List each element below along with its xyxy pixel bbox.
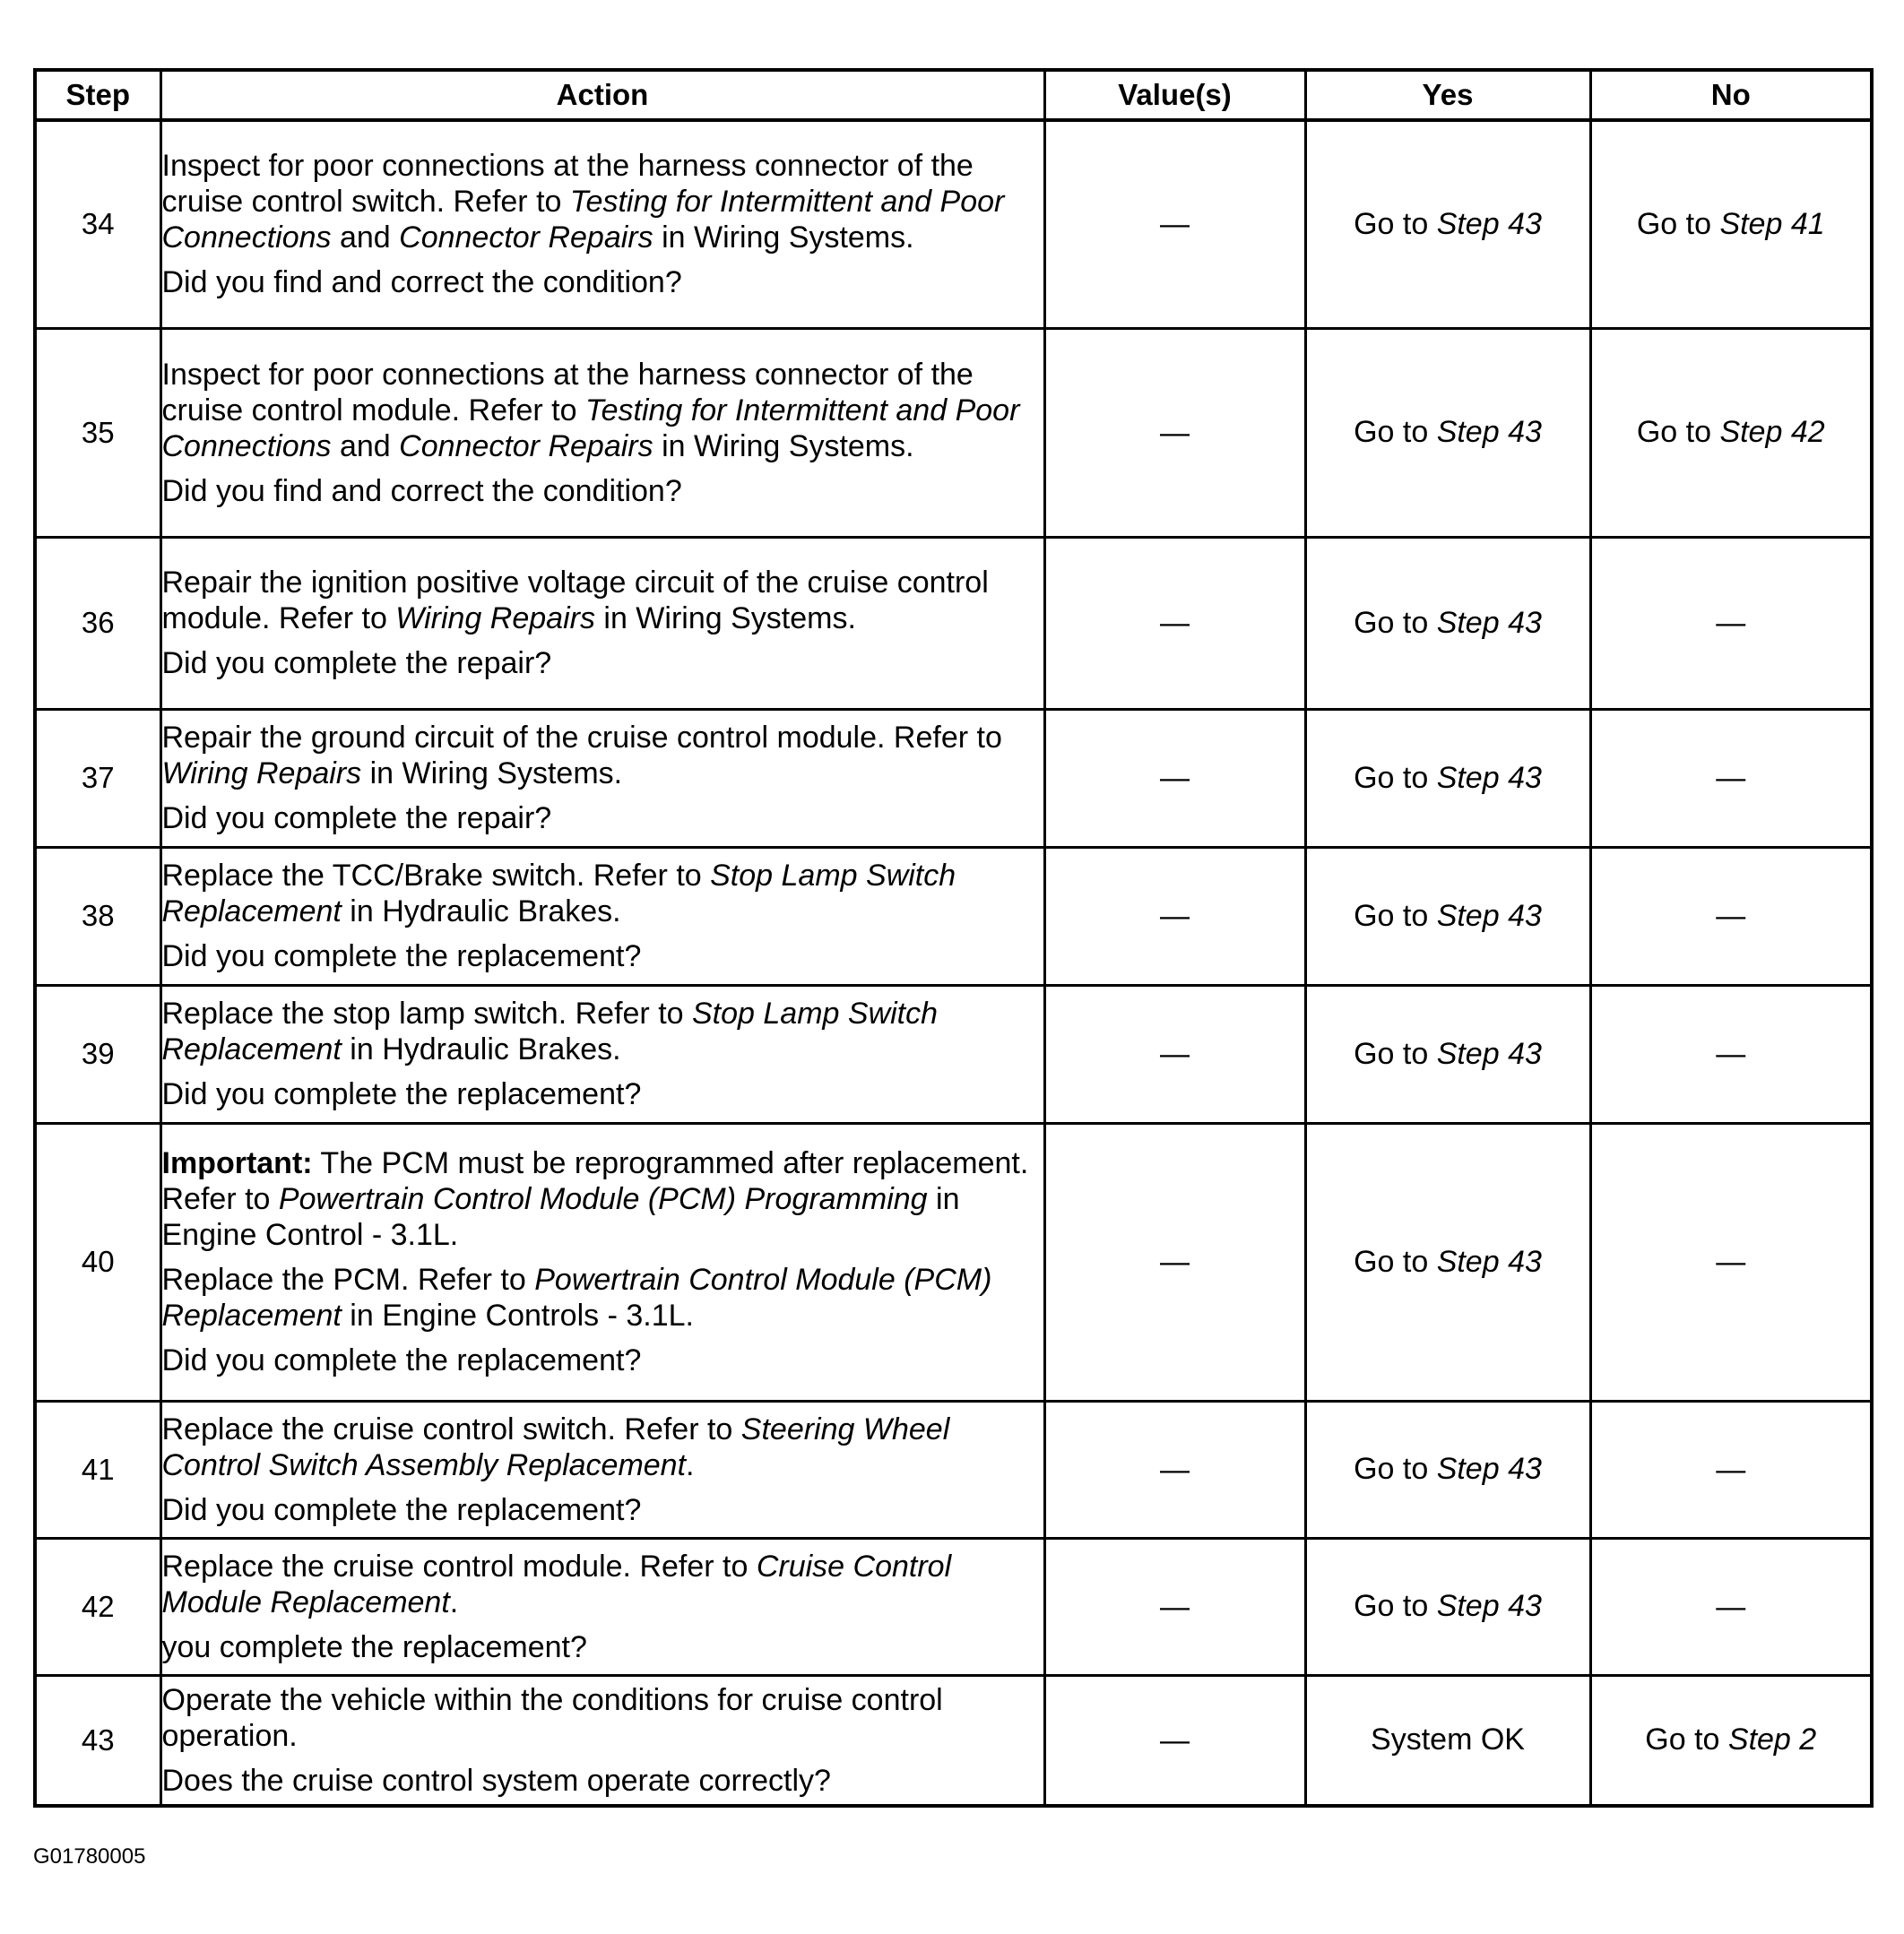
text-run: in Hydraulic Brakes. [341,1032,621,1066]
action-paragraph [162,1549,1043,1620]
action-paragraph [162,1343,1043,1378]
text-run: Did you complete the replacement? [161,1343,642,1377]
step-number: 40 [35,1123,160,1401]
text-run: Did you complete the replacement? [161,1077,642,1111]
yes-cell [1305,537,1590,709]
text-run: Operate the vehicle within the conditions for cruise control operation. [161,1682,943,1753]
step-number: 42 [35,1538,160,1675]
value-cell: — [1044,120,1305,328]
table-row [35,1675,1872,1806]
table-row [35,120,1872,328]
text-run: and [331,428,400,463]
yes-cell [1305,985,1590,1123]
text-run: in Wiring Systems. [653,428,914,463]
value-cell: — [1044,1675,1305,1806]
action-cell [160,1538,1044,1675]
no-cell [1590,328,1872,537]
value-cell: — [1044,1123,1305,1401]
text-run: you complete the replacement? [161,1629,587,1664]
no-cell [1590,120,1872,328]
text-run: Go to [1354,1452,1437,1486]
text-run: Did you complete the repair? [161,646,552,680]
header-yes: Yes [1305,70,1590,120]
italic-reference: Wiring Repairs [161,756,362,790]
italic-reference: Step 43 [1436,206,1542,241]
no-cell: — [1590,1538,1872,1675]
table-row [35,328,1872,537]
step-number: 39 [35,985,160,1123]
action-paragraph [162,1629,1043,1665]
text-run: Go to [1354,605,1437,640]
header-values: Value(s) [1044,70,1305,120]
action-paragraph [162,1412,1043,1483]
italic-reference: Testing for Intermittent and Poor Connections [161,393,1020,463]
value-cell: — [1044,1538,1305,1675]
table-body [35,120,1872,1806]
text-run: Go to [1636,415,1720,449]
action-cell [160,1401,1044,1538]
header-row [35,70,1872,120]
text-run: Repair the ground circuit of the cruise control module. Refer to [161,721,1002,755]
action-cell [160,1675,1044,1806]
action-paragraph [162,858,1043,929]
action-cell [160,1123,1044,1401]
action-paragraph [162,1763,1043,1799]
italic-reference: Step 43 [1436,605,1542,640]
yes-cell [1305,1538,1590,1675]
text-run: Go to [1354,898,1437,933]
no-cell [1590,1675,1872,1806]
action-paragraph [162,1492,1043,1528]
text-run: Go to [1645,1722,1728,1757]
text-run: Replace the stop lamp switch. Refer to [161,997,692,1031]
no-cell: — [1590,985,1872,1123]
italic-reference: Powertrain Control Module (PCM) Replacement [161,1263,992,1333]
text-run: System OK [1371,1722,1525,1757]
text-run: Replace the PCM. Refer to [161,1263,535,1297]
value-cell: — [1044,328,1305,537]
italic-reference: Stop Lamp Switch Replacement [161,859,956,928]
action-paragraph [162,148,1043,255]
action-paragraph [162,264,1043,300]
table-row [35,709,1872,847]
italic-reference: Step 41 [1719,206,1825,241]
italic-reference: Step 43 [1436,1589,1542,1623]
action-paragraph [162,473,1043,509]
action-paragraph [162,938,1043,974]
italic-reference: Powertrain Control Module (PCM) Programming [278,1182,928,1216]
italic-reference: Testing for Intermittent and Poor Connections [161,185,1005,255]
text-run: Go to [1354,1244,1437,1279]
italic-reference: Step 43 [1436,415,1542,449]
action-paragraph [162,565,1043,636]
no-cell: — [1590,1123,1872,1401]
text-run: Repair the ignition positive voltage circuit of the cruise control module. Refer to [161,566,989,635]
italic-reference: Cruise Control Module Replacement [161,1549,952,1619]
diagnostic-table [33,68,1874,1808]
italic-reference: Steering Wheel Control Switch Assembly Replacement [161,1412,950,1482]
table-row [35,1123,1872,1401]
value-cell: — [1044,537,1305,709]
text-run: . [449,1584,459,1619]
action-paragraph [162,1076,1043,1112]
table-row [35,847,1872,985]
header-step: Step [35,70,160,120]
text-run: in Engine Controls - 3.1L. [341,1299,694,1333]
yes-cell [1305,1401,1590,1538]
step-number: 38 [35,847,160,985]
italic-reference: Step 43 [1436,1244,1542,1279]
text-run: Does the cruise control system operate correctly? [161,1763,831,1798]
action-paragraph [162,645,1043,681]
value-cell: — [1044,1401,1305,1538]
italic-reference: Step 43 [1436,1452,1542,1486]
value-cell: — [1044,985,1305,1123]
text-run: Replace the cruise control switch. Refer to [161,1412,741,1446]
italic-reference: Connector Repairs [399,220,653,255]
yes-cell [1305,1675,1590,1806]
table-row [35,1538,1872,1675]
action-cell [160,847,1044,985]
text-run: Go to [1354,1036,1437,1071]
text-run: Go to [1354,415,1437,449]
no-cell: — [1590,847,1872,985]
italic-reference: Step 43 [1436,1036,1542,1071]
figure-id: G01780005 [33,1844,146,1869]
action-paragraph [162,1145,1043,1253]
text-run: Go to [1354,1589,1437,1623]
step-number: 37 [35,709,160,847]
yes-cell [1305,847,1590,985]
text-run: Inspect for poor connections at the harness connector of the cruise control switch. Refer to [161,149,974,220]
table-row [35,985,1872,1123]
text-run: Did you complete the repair? [161,801,552,835]
action-paragraph [162,357,1043,464]
text-run: in Hydraulic Brakes. [341,894,621,928]
text-run: in Wiring Systems. [361,756,623,790]
yes-cell [1305,1123,1590,1401]
text-run: Did you complete the replacement? [161,1492,642,1527]
action-paragraph [162,720,1043,791]
italic-reference: Connector Repairs [399,428,653,463]
text-run: Replace the TCC/Brake switch. Refer to [161,859,711,893]
step-number: 34 [35,120,160,328]
value-cell: — [1044,709,1305,847]
header-no: No [1590,70,1872,120]
italic-reference: Step 43 [1436,898,1542,933]
text-run: . [686,1447,695,1482]
action-paragraph [162,1682,1043,1754]
text-run: in Engine Control - 3.1L. [161,1182,960,1252]
no-cell: — [1590,709,1872,847]
text-run: Inspect for poor connections at the harness connector of the cruise control module. Refer to [161,357,974,427]
header-action: Action [160,70,1044,120]
italic-reference: Step 43 [1436,760,1542,795]
no-cell: — [1590,1401,1872,1538]
italic-reference: Step 2 [1727,1722,1817,1757]
action-cell [160,120,1044,328]
text-run: The PCM must be reprogrammed after replacement. Refer to [161,1146,1029,1216]
no-cell: — [1590,537,1872,709]
text-run: Go to [1636,206,1720,241]
text-run: Did you find and correct the condition? [161,265,682,300]
action-paragraph [162,800,1043,836]
action-cell [160,537,1044,709]
text-run: Go to [1354,206,1437,241]
value-cell: — [1044,847,1305,985]
text-run: Did you complete the replacement? [161,939,642,973]
italic-reference: Step 42 [1719,415,1825,449]
yes-cell [1305,328,1590,537]
bold-label: Important: [161,1146,313,1180]
step-number: 43 [35,1675,160,1806]
italic-reference: Stop Lamp Switch Replacement [161,997,939,1066]
step-number: 41 [35,1401,160,1538]
text-run: and [331,220,400,255]
step-number: 35 [35,328,160,537]
yes-cell [1305,120,1590,328]
table-row [35,1401,1872,1538]
action-cell [160,985,1044,1123]
italic-reference: Wiring Repairs [395,601,595,635]
text-run: in Wiring Systems. [653,220,914,255]
step-number: 36 [35,537,160,709]
text-run: Did you find and correct the condition? [161,473,682,508]
text-run: Replace the cruise control module. Refer to [161,1549,757,1584]
action-cell [160,709,1044,847]
yes-cell [1305,709,1590,847]
action-paragraph [162,996,1043,1067]
text-run: Go to [1354,760,1437,795]
text-run: in Wiring Systems. [594,601,856,635]
action-cell [160,328,1044,537]
action-paragraph [162,1262,1043,1334]
table-row [35,537,1872,709]
